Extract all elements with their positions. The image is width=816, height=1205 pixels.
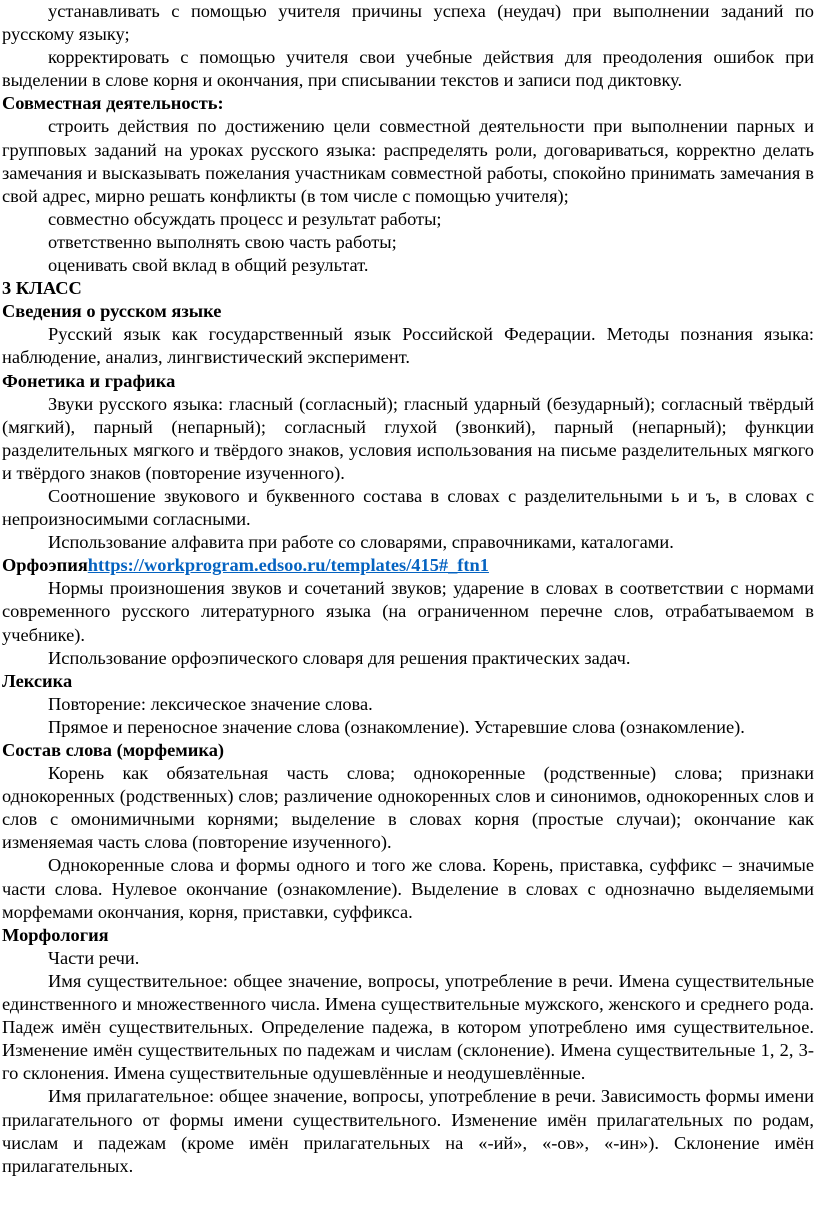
heading-grade-3: 3 КЛАСС: [2, 278, 82, 299]
paragraph-build-actions: строить действия по достижению цели совместной деятельности при выполнении парных и групповых заданий на уроках русского языка: распределять роли, договариваться, корректно делать замечания и высказывать пожелания участникам совместной работы, спокойно принимать замечания в свой адрес, мирно решать конфликты (в том числе с помощью учителя);: [2, 116, 814, 206]
paragraph-parts-of-speech: Части речи.: [48, 947, 140, 968]
paragraph-root: Корень как обязательная часть слова; однокоренные (родственные) слова; признаки однокоренных (родственных) слов; различение однокоренных слов и синонимов, однокоренных слов и слов с омонимичными корнями; выделение в словах корня (простые случаи); окончание как изменяемая часть слова (повторение изученного).: [2, 763, 814, 853]
paragraph-discuss-process: совместно обсуждать процесс и результат работы;: [48, 208, 442, 229]
paragraph-sound-letter-ratio: Соотношение звукового и буквенного состава в словах с разделительными ь и ъ, в словах с непроизносимыми согласными.: [2, 485, 814, 530]
heading-morphemics: Состав слова (морфемика): [2, 740, 225, 760]
paragraph-sounds: Звуки русского языка: гласный (согласный); гласный ударный (безударный); согласный твёрдый (мягкий), парный (непарный); согласный глухой (звонкий), парный (непарный); функции разделительных мягкого и твёрдого знаков, условия использования на письме разделительных мягкого и твёрдого знаков (повторение изученного).: [2, 393, 814, 483]
paragraph-cognate-words: Однокоренные слова и формы одного и того же слова. Корень, приставка, суффикс – значимые части слова. Нулевое окончание (ознакомление). Выделение в словах с однозначно выделяемыми морфемами окончания, корня, приставки, суффикса.: [2, 855, 814, 922]
paragraph-orthoepic-dictionary: Использование орфоэпического словаря для решения практических задач.: [48, 647, 631, 668]
paragraph-alphabet-use: Использование алфавита при работе со словарями, справочниками, каталогами.: [48, 532, 674, 553]
footnote-link[interactable]: https://workprogram.edsoo.ru/templates/415#_ftn1: [87, 555, 489, 576]
heading-orthoepy-label: Орфоэпия: [2, 555, 88, 576]
paragraph-correct-actions: корректировать с помощью учителя свои учебные действия для преодоления ошибок при выделении в слове корня и окончания, при списывании текстов и записи под диктовку.: [2, 47, 814, 91]
heading-phonetics-graphics: Фонетика и графика: [2, 370, 176, 391]
paragraph-noun: Имя существительное: общее значение, вопросы, употребление в речи. Имена существительные единственного и множественного числа. Имена существительные мужского, женского и среднего рода. Падеж имён существительных. Определение падежа, в котором употреблено имя существительное. Изменение имён существительных по падежам и числам (склонение). Имена существительные 1, 2, 3-го склонения. Имена существительные одушевлённые и неодушевлённые.: [2, 970, 814, 1084]
paragraph-lexical-meaning: Повторение: лексическое значение слова.: [48, 693, 373, 714]
heading-russian-language-info: Сведения о русском языке: [2, 301, 222, 322]
paragraph-state-language: Русский язык как государственный язык Российской Федерации. Методы познания языка: наблюдение, анализ, лингвистический эксперимент.: [2, 324, 814, 368]
heading-orthoepy: [2, 554, 814, 577]
paragraph-evaluate-contribution: оценивать свой вклад в общий результат.: [48, 255, 369, 276]
paragraph-responsible-work: ответственно выполнять свою часть работы;: [48, 231, 397, 252]
heading-lexicon: Лексика: [2, 670, 73, 691]
paragraph-direct-figurative: Прямое и переносное значение слова (ознакомление). Устаревшие слова (ознакомление).: [48, 716, 745, 737]
paragraph-success-reasons: устанавливать с помощью учителя причины успеха (неудач) при выполнении заданий по русскому языку;: [2, 1, 814, 45]
heading-morphology: Морфология: [2, 924, 109, 945]
paragraph-adjective: Имя прилагательное: общее значение, вопросы, употребление в речи. Зависимость формы имени прилагательного от формы имени существительного. Изменение имён прилагательных по родам, числам и падежам (кроме имён прилагательных на «-ий», «-ов», «-ин»). Склонение имён прилагательных.: [2, 1086, 814, 1176]
heading-joint-activity: Совместная деятельность:: [2, 93, 224, 114]
paragraph-pronunciation-norms: Нормы произношения звуков и сочетаний звуков; ударение в словах в соответствии с нормами современного русского литературного языка (на ограниченном перечне слов, отрабатываемом в учебнике).: [2, 578, 814, 645]
